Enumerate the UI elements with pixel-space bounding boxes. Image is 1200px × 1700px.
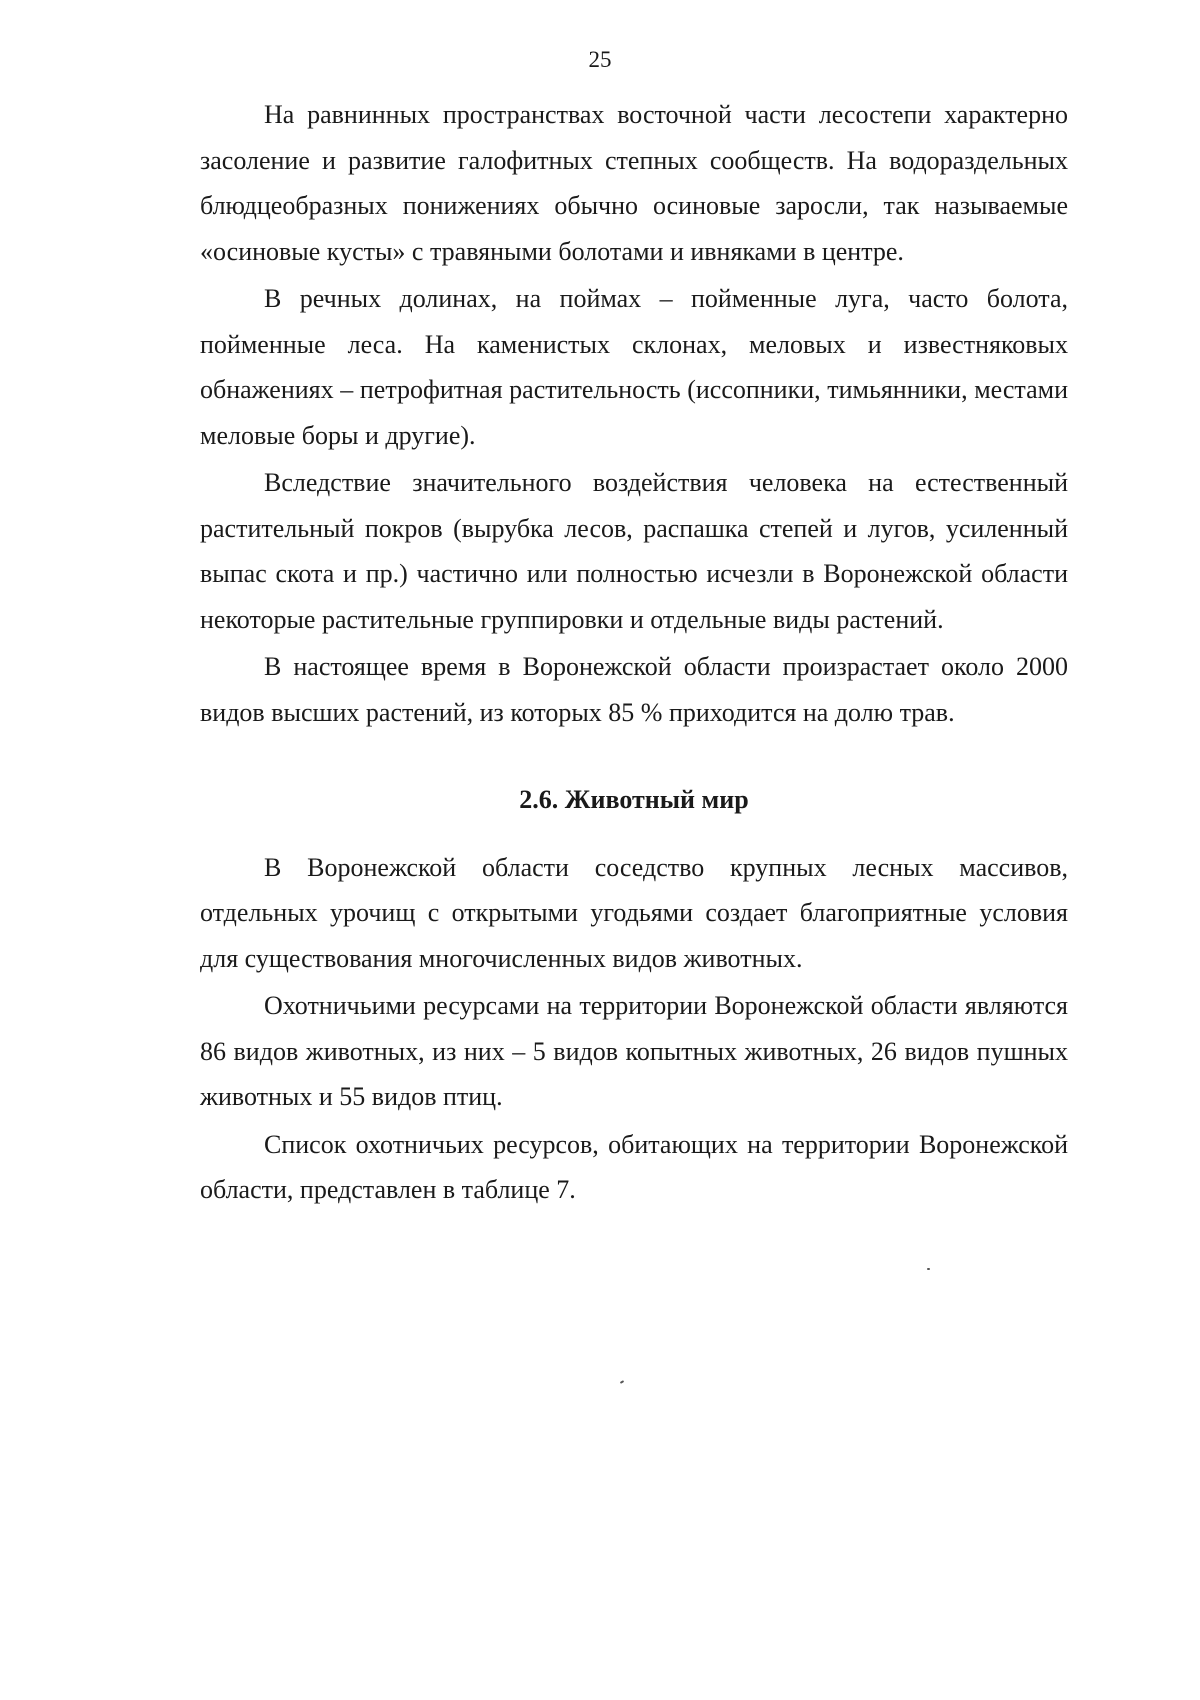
page-number: 25 [588, 47, 612, 72]
paragraph-human-impact: Вследствие значительного воздействия человека на естественный растительный покров (вырубка лесов, распашка степей и лугов, усиленный выпас скота и пр.) частично или полностью исчезли в Воронежской области некоторые растительные группировки и отдельные виды растений. [200, 468, 1068, 634]
paragraph-plant-species-count: В настоящее время в Воронежской области произрастает около 2000 видов высших растений, из которых 85 % приходится на долю трав. [200, 652, 1068, 727]
document-body [200, 92, 1068, 1213]
paragraph-hunting-resources: Охотничьими ресурсами на территории Воронежской области являются 86 видов животных, из них – 5 видов копытных животных, 26 видов пушных животных и 55 видов птиц. [200, 991, 1068, 1111]
paragraph-river-valleys: В речных долинах, на поймах – пойменные луга, часто болота, пойменные леса. На каменистых склонах, меловых и известняковых обнажениях – петрофитная растительность (иссопники, тимьянники, местами меловые боры и другие). [200, 284, 1068, 450]
scan-speck [620, 1380, 624, 1384]
scan-speck [927, 1268, 930, 1270]
paragraph-forest-steppe-salinization: На равнинных пространствах восточной части лесостепи характерно засоление и развитие галофитных степных сообществ. На водораздельных блюдцеобразных понижениях обычно осиновые заросли, так называемые «осиновые кусты» с травяными болотами и ивняками в центре. [200, 100, 1068, 266]
section-heading-fauna: 2.6. Животный мир [519, 785, 749, 814]
paragraph-table-reference: Список охотничьих ресурсов, обитающих на территории Воронежской области, представлен в таблице 7. [200, 1129, 1068, 1204]
paragraph-habitat-conditions: В Воронежской области соседство крупных лесных массивов, отдельных урочищ с открытыми угодьями создает благоприятные условия для существования многочисленных видов животных. [200, 852, 1068, 973]
